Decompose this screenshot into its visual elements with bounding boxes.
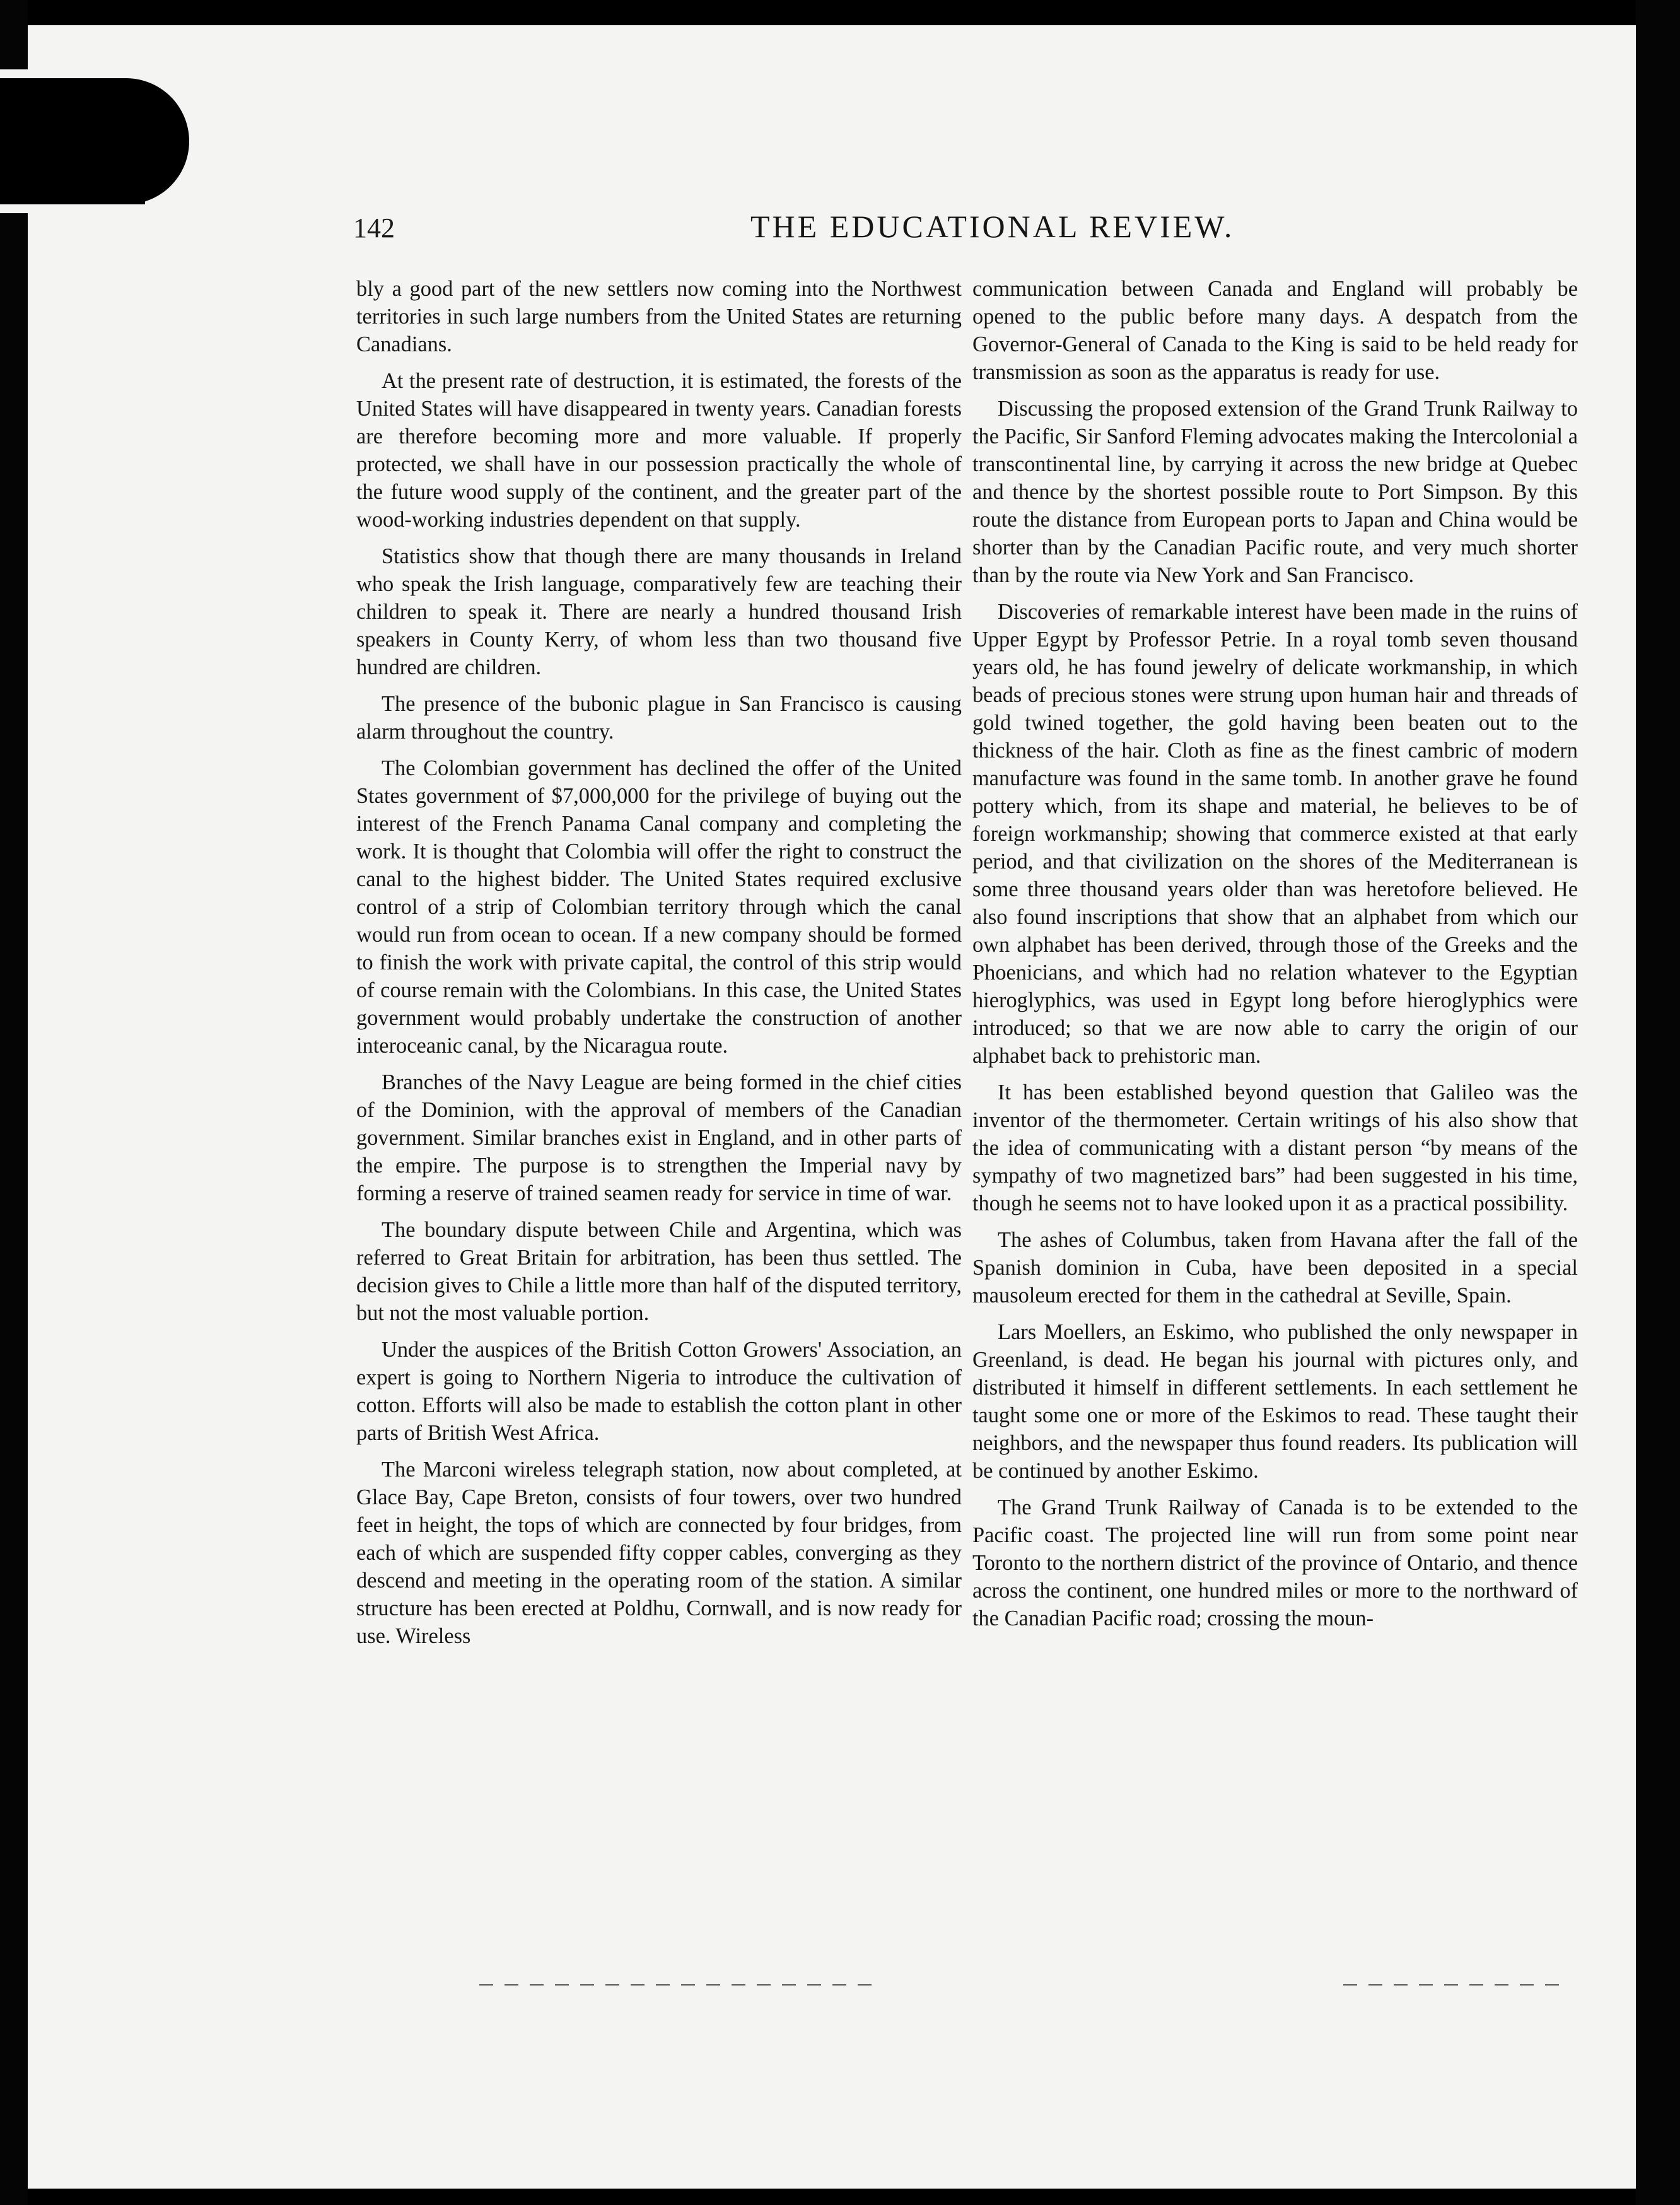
paragraph: Statistics show that though there are many thousands in Ireland who speak the Irish language, comparatively few are teaching their children to speak it. There are nearly a hundred thousand Irish speakers in County Kerry, of whom less than two thousand five hundred are children. [356, 544, 962, 679]
paragraph: The boundary dispute between Chile and Argentina, which was referred to Great Britain for arbitration, has been thus settled. The decision gives to Chile a little more than half of the disputed territory, but not the most valuable portion. [356, 1218, 962, 1325]
left-binding-shadow [0, 0, 28, 2205]
paragraph: bly a good part of the new settlers now coming into the Northwest territories in such large numbers from the United States are returning Canadians. [356, 277, 962, 356]
paragraph: It has been established beyond question that Galileo was the inventor of the thermometer. Certain writings of his also show that the idea of communicating with a distant person “by means of the sympathy of two magnetized bars” had been suggested in his time, though he seems not to have looked upon it as a practical possibility. [972, 1080, 1578, 1215]
paragraph: The ashes of Columbus, taken from Havana after the fall of the Spanish dominion in Cuba, have been deposited in a special mausoleum erected for them in the cathedral at Seville, Spain. [972, 1228, 1578, 1307]
paragraph: The Marconi wireless telegraph station, now about completed, at Glace Bay, Cape Breton, consists of four towers, over two hundred feet in height, the tops of which are connected by four bridges, from each of which are suspended fifty copper cables, converging as they descend and meeting in the operating room of the station. A similar structure has been erected at Poldhu, Cornwall, and is now ready for use. Wireless [356, 1458, 962, 1648]
paragraph: Branches of the Navy League are being formed in the chief cities of the Dominion, with the approval of members of the Canadian government. Similar branches exist in England, and in other parts of the empire. The purpose is to strengthen the Imperial navy by forming a reserve of trained seamen ready for service in time of war. [356, 1070, 962, 1205]
paragraph: The Grand Trunk Railway of Canada is to be extended to the Pacific coast. The projected line will run from some point near Toronto to the northern district of the province of Ontario, and thence across the continent, one hundred miles or more to the northward of the Canadian Pacific road; crossing the moun- [972, 1495, 1578, 1630]
paragraph: Discoveries of remarkable interest have been made in the ruins of Upper Egypt by Professor Petrie. In a royal tomb seven thousand years old, he has found jewelry of delicate workmanship, in which beads of precious stones were strung upon human hair and threads of gold twined together, the gold having been beaten out to the thickness of the hair. Cloth as fine as the finest cambric of modern manufacture was found in the same tomb. In another grave he found pottery which, from its shape and material, he believes to be of foreign workmanship; showing that commerce existed at that early period, and that civilization on the shores of the Mediterranean is some three thousand years older than was heretofore believed. He also found inscriptions that show that an alphabet from which our own alphabet has been derived, through those of the Greeks and the Phoenicians, and which had no relation whatever to the Egyptian hieroglyphics, was used in Egypt long before hieroglyphics were introduced; so that we are now able to carry the origin of our alphabet back to prehistoric man. [972, 600, 1578, 1068]
page-number: 142 [353, 213, 395, 243]
footer-rule [1343, 1984, 1570, 1986]
paragraph: The Colombian government has declined the offer of the United States government of $7,000,000 for the privilege of buying out the interest of the French Panama Canal company and completing the work. It is thought that Colombia will offer the right to construct the canal to the highest bidder. The United States required exclusive control of a strip of Colombian territory through which the canal would run from ocean to ocean. If a new company should be formed to finish the work with private capital, the control of this strip would of course remain with the Colombians. In this case, the United States government would probably undertake the construction of another interoceanic canal, by the Nicaragua route. [356, 756, 962, 1058]
paragraph: At the present rate of destruction, it is estimated, the forests of the United States will have disappeared in twenty years. Canadian forests are therefore becoming more and more valuable. If properly protected, we shall have in our possession practically the whole of the future wood supply of the continent, and the greater part of the wood-working industries dependent on that supply. [356, 369, 962, 532]
journal-title: THE EDUCATIONAL REVIEW. [750, 209, 1235, 244]
left-column [356, 275, 962, 1659]
running-head [353, 209, 1680, 262]
footer-rule [479, 1984, 883, 1986]
paragraph: Discussing the proposed extension of the Grand Trunk Railway to the Pacific, Sir Sanford Fleming advocates making the Intercolonial a transcontinental line, by carrying it across the new bridge at Quebec and thence by the shortest possible route to Port Simpson. By this route the distance from European ports to Japan and China would be shorter than by the Canadian Pacific route, and very much shorter than by the route via New York and San Francisco. [972, 397, 1578, 587]
right-edge-shadow [1636, 0, 1680, 2205]
right-column [972, 275, 1578, 1641]
paragraph: Lars Moellers, an Eskimo, who published the only newspaper in Greenland, is dead. He began his journal with pictures only, and distributed it himself in different settlements. In each settlement he taught some one or more of the Eskimos to read. These taught their neighbors, and the newspaper thus found readers. Its publication will be continued by another Eskimo. [972, 1320, 1578, 1483]
paragraph: The presence of the bubonic plague in San Francisco is causing alarm throughout the country. [356, 692, 962, 744]
binder-tab-bar [0, 182, 145, 204]
paragraph: Under the auspices of the British Cotton Growers' Association, an expert is going to Northern Nigeria to introduce the cultivation of cotton. Efforts will also be made to establish the cotton plant in other parts of British West Africa. [356, 1338, 962, 1445]
paragraph: communication between Canada and England will probably be opened to the public before many days. A despatch from the Governor-General of Canada to the King is said to be held ready for transmission as soon as the apparatus is ready for use. [972, 277, 1578, 384]
